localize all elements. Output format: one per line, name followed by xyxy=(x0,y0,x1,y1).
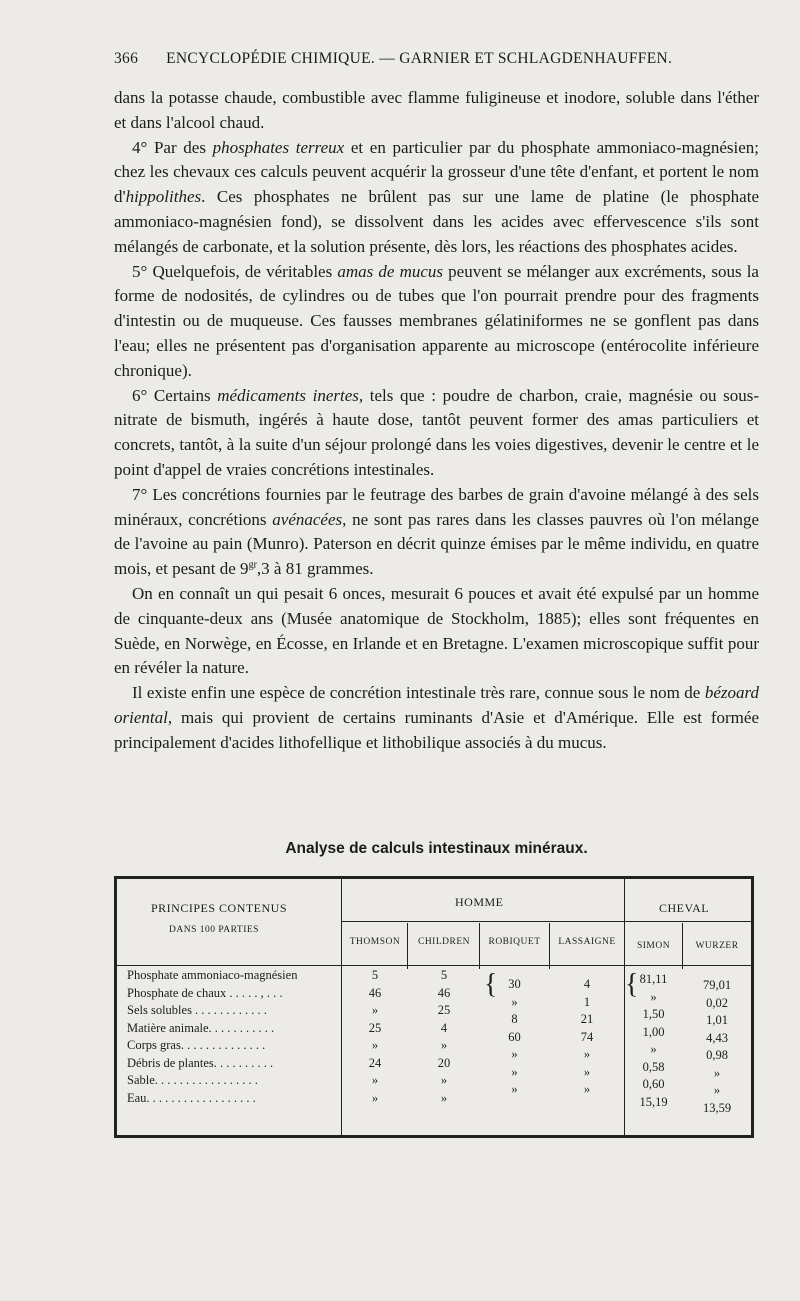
col-lassaigne: LASSAIGNE xyxy=(558,937,616,947)
table-cell: 5 xyxy=(440,968,448,982)
table-cell: 15,19 xyxy=(639,1094,668,1109)
row-label: Matière animale. . . . . . . . . . . xyxy=(127,1020,275,1035)
table-cell: 24 xyxy=(368,1055,382,1070)
table-cell: 46 xyxy=(368,985,382,1000)
table-divider xyxy=(341,921,751,922)
table-cell: 81,11 xyxy=(639,972,668,986)
running-header xyxy=(114,50,754,68)
table-cell: 0,58 xyxy=(642,1059,665,1074)
table-divider xyxy=(407,923,408,969)
table-divider xyxy=(117,965,751,966)
table-cell: 1,00 xyxy=(642,1024,665,1039)
table-cell: 79,01 xyxy=(702,978,732,992)
table-cell: 4 xyxy=(583,977,591,991)
row-label: Eau. . . . . . . . . . . . . . . . . . xyxy=(127,1090,256,1105)
table-cell: » xyxy=(650,989,657,1004)
brace-mark: { xyxy=(625,969,639,1000)
table-cell: 1,01 xyxy=(706,1013,728,1027)
table-cell: 1 xyxy=(583,994,591,1009)
table-cell: » xyxy=(511,994,518,1009)
table-divider xyxy=(549,923,550,969)
table-cell: » xyxy=(511,1047,518,1061)
table-cell: 0,98 xyxy=(706,1048,728,1062)
col-robiquet: ROBIQUET xyxy=(488,937,541,947)
table-cell: 46 xyxy=(437,985,451,1000)
table-divider xyxy=(682,923,683,969)
paragraph-7: Il existe enfin une espèce de concrétion intestinale très rare, connue sous le nom de bézoard oriental, mais qui provient de certains ruminants d'Asie et d'Amérique. Elle est formée principalement d'acides lithofellique et lithobilique associés à du mucus. xyxy=(114,683,759,752)
header-cheval: CHEVAL xyxy=(659,901,710,915)
table-divider xyxy=(341,879,342,1135)
paragraph-3: 5° Quelquefois, de véritables amas de mucus peuvent se mélanger aux excréments, sous la forme de nodosités, de cylindres ou de tubes que l'on pourrait prendre pour des fragments d'intestin ou de muqueuse. Ces fausses membranes gélatiniformes ne se gonflent pas dans l'eau; elles ne présentent pas d'organisation apparente au microscope (entérocolite inférieure chronique). xyxy=(114,261,759,380)
row-label: Phosphate de chaux . . . . . , . . . xyxy=(127,985,283,1000)
table-cell: 4,43 xyxy=(706,1030,728,1045)
table-cell: 60 xyxy=(508,1029,521,1044)
table-cell: 25 xyxy=(368,1020,382,1035)
paragraph-4: 6° Certains médicaments inertes, tels que : poudre de charbon, craie, magnésie ou sous-nitrate de bismuth, ingérés à haute dose, tantôt peuvent former des amas particuliers et concrets, tantôt, à la suite d'un séjour prolongé dans les voies digestives, devenir le centre et le point d'appel de vraies concrétions intestinales. xyxy=(114,385,760,479)
table-cell: 0,02 xyxy=(706,995,728,1010)
column-wurzer xyxy=(684,977,750,1117)
table-cell: » xyxy=(511,1082,518,1096)
table-cell: 20 xyxy=(437,1055,451,1070)
table-cell: » xyxy=(583,1082,591,1096)
table-cell: 5 xyxy=(371,968,379,982)
header-principes: PRINCIPES CONTENUS xyxy=(151,901,288,915)
table-cell: » xyxy=(650,1042,657,1056)
table-cell: » xyxy=(440,1090,448,1105)
header-parties: DANS 100 PARTIES xyxy=(169,925,259,935)
table-cell: 74 xyxy=(580,1029,594,1044)
row-label: Sels solubles . . . . . . . . . . . . xyxy=(127,1003,267,1017)
body-text xyxy=(114,86,759,756)
column-simon xyxy=(626,971,681,1111)
row-label: Phosphate ammoniaco-magnésien xyxy=(127,968,298,982)
col-wurzer: WURZER xyxy=(695,941,739,951)
row-label: Débris de plantes. . . . . . . . . . xyxy=(127,1055,274,1070)
brace-mark: { xyxy=(484,969,498,1000)
table-divider xyxy=(624,879,625,1135)
column-robiquet xyxy=(481,976,548,1099)
column-children xyxy=(410,967,478,1107)
table-cell: 0,60 xyxy=(642,1077,665,1091)
col-simon: SIMON xyxy=(636,941,671,951)
table-cell: » xyxy=(511,1064,518,1079)
row-label: Sable. . . . . . . . . . . . . . . . . xyxy=(127,1073,258,1087)
table-cell: » xyxy=(713,1083,721,1097)
table-cell: » xyxy=(583,1047,591,1061)
table-divider xyxy=(479,923,480,969)
row-label: Corps gras. . . . . . . . . . . . . . xyxy=(127,1038,266,1052)
header-homme: HOMME xyxy=(455,895,504,909)
table-cell: 4 xyxy=(440,1020,448,1035)
col-thomson: THOMSON xyxy=(349,937,401,947)
paragraph-2: 4° Par des phosphates terreux et en particulier par du phosphate ammoniaco-magnésien; chez les chevaux ces calculs peuvent acquérir la grosseur d'une tête d'enfant, et portent le nom d'hippolithes. Ces phosphates ne brûlent pas sur une lame de platine (le phosphate ammoniaco-magnésien fond), se dissolvent dans les acides avec effervescence s'ils sont mélangés de carbonate, et la solution présente, dès lors, les réactions des phosphates acides. xyxy=(114,137,759,256)
table-cell: » xyxy=(371,1003,379,1017)
column-lassaigne xyxy=(551,976,623,1099)
analysis-table xyxy=(114,876,754,1138)
table-cell: 21 xyxy=(580,1012,594,1026)
paragraph-1: dans la potasse chaude, combustible avec flamme fuligineuse et inodore, soluble dans l'éther et dans l'alcool chaud. xyxy=(114,88,759,132)
table-cell: » xyxy=(440,1073,448,1087)
table-cell: 25 xyxy=(437,1003,451,1017)
table-cell: » xyxy=(583,1064,591,1079)
table-cell: 8 xyxy=(511,1012,518,1026)
table-cell: 13,59 xyxy=(702,1100,732,1115)
table-cell: 30 xyxy=(508,977,521,991)
paragraph-5: 7° Les concrétions fournies par le feutrage des barbes de grain d'avoine mélangé à des sels minéraux, concrétions avénacées, ne sont pas rares dans les classes pauvres où l'on mélange de l'avoine au pain (Munro). Paterson en décrit quinze émises par le même individu, en quatre mois, et pesant de $9^{gr},3$ à 81 grammes. xyxy=(114,484,760,579)
table-cell: » xyxy=(440,1038,448,1052)
col-children: CHILDREN xyxy=(417,937,471,947)
page-number: 366 xyxy=(114,50,139,67)
table-cell: » xyxy=(713,1065,721,1080)
table-cell: 1,50 xyxy=(642,1007,665,1021)
table-cell: » xyxy=(371,1038,379,1052)
table-caption: Analyse de calculs intestinaux minéraux. xyxy=(285,840,588,857)
column-thomson xyxy=(345,967,405,1107)
table-cell: » xyxy=(371,1073,379,1087)
row-labels xyxy=(127,967,297,1107)
table-cell: » xyxy=(371,1090,379,1105)
paragraph-6: On en connaît un qui pesait 6 onces, mesurait 6 pouces et avait été expulsé par un homme de cinquante-deux ans (Musée anatomique de Stockholm, 1885); elles sont fréquentes en Suède, en Norwège, en Écosse, en Irlande et en Bretagne. L'examen microscopique suffit pour en révéler la nature. xyxy=(114,583,759,678)
running-title: ENCYCLOPÉDIE CHIMIQUE. — GARNIER ET SCHLAGDENHAUFFEN. xyxy=(166,50,673,67)
